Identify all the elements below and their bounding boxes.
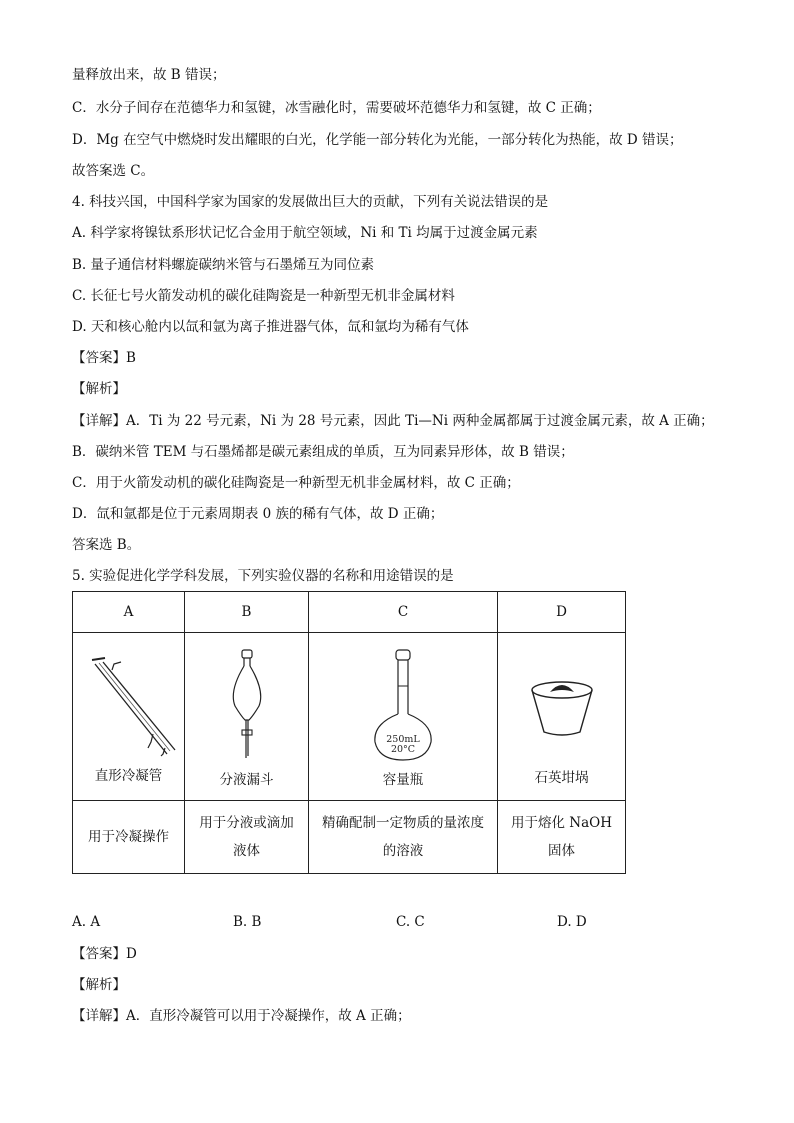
q4-detail-c: C．用于火箭发动机的碳化硅陶瓷是一种新型无机非金属材料，故 C 正确； (72, 475, 520, 491)
q5-option-a: A. A (72, 914, 101, 930)
cell-volumetric-flask (309, 633, 498, 801)
crucible-icon (522, 670, 602, 762)
q5-option-c: C. C (396, 914, 425, 930)
cell-separatory-funnel (185, 633, 309, 801)
q4-detail-a: 【详解】A．Ti 为 22 号元素，Ni 为 28 号元素，因此 Ti—Ni 两种金属都属于过渡金属元素，故 A 正确； (72, 413, 714, 429)
explanation-line-2: C．水分子间存在范德华力和氢键，冰雪融化时，需要破坏范德华力和氢键，故 C 正确； (72, 100, 601, 116)
cell-condenser (73, 633, 185, 801)
explanation-line-1: 量释放出来，故 B 错误； (72, 67, 226, 83)
answer-conclusion: 故答案选 C。 (72, 163, 155, 179)
col-header-a: A (73, 592, 185, 633)
col-header-b: B (185, 592, 309, 633)
q4-analysis-label: 【解析】 (72, 381, 126, 397)
use-c: 精确配制一定物质的量浓度 的溶液 (309, 801, 498, 874)
separatory-funnel-icon (217, 646, 277, 764)
q5-detail-a: 【详解】A．直形冷凝管可以用于冷凝操作，故 A 正确； (72, 1008, 411, 1024)
use-b: 用于分液或滴加 液体 (185, 801, 309, 874)
volumetric-flask-icon (363, 646, 443, 764)
q4-option-c: C. 长征七号火箭发动机的碳化硅陶瓷是一种新型无机非金属材料 (72, 288, 455, 304)
explanation-line-3: D．Mg 在空气中燃烧时发出耀眼的白光，化学能一部分转化为光能，一部分转化为热能，故 D 错误； (72, 132, 683, 148)
q4-option-d: D. 天和核心舱内以氙和氩为离子推进器气体，氙和氩均为稀有气体 (72, 319, 469, 335)
q5-answer: 【答案】D (72, 946, 137, 962)
instrument-table (72, 591, 626, 874)
q5-option-b: B. B (233, 914, 262, 930)
q4-detail-d: D．氙和氩都是位于元素周期表 0 族的稀有气体，故 D 正确； (72, 506, 444, 522)
flask-volume-label: 250mL (386, 733, 420, 745)
q4-conclusion: 答案选 B。 (72, 537, 141, 553)
condenser-icon (79, 650, 179, 760)
q4-option-b: B. 量子通信材料螺旋碳纳米管与石墨烯互为同位素 (72, 257, 375, 273)
col-header-d: D (498, 592, 626, 633)
col-header-c: C (309, 592, 498, 633)
use-a: 用于冷凝操作 (73, 801, 185, 874)
question-5-stem: 5. 实验促进化学学科发展，下列实验仪器的名称和用途错误的是 (72, 568, 454, 584)
q4-answer: 【答案】B (72, 350, 136, 366)
q5-option-d: D. D (557, 914, 587, 930)
q5-analysis-label: 【解析】 (72, 977, 126, 993)
flask-name: 容量瓶 (382, 771, 424, 788)
cell-crucible (498, 633, 626, 801)
flask-temp-label: 20°C (390, 743, 416, 755)
use-d: 用于熔化 NaOH 固体 (498, 801, 626, 874)
condenser-name: 直形冷凝管 (94, 767, 163, 784)
q4-detail-b: B．碳纳米管 TEM 与石墨烯都是碳元素组成的单质，互为同素异形体，故 B 错误； (72, 444, 574, 460)
q4-option-a: A. 科学家将镍钛系形状记忆合金用于航空领域，Ni 和 Ti 均属于过渡金属元素 (72, 225, 538, 241)
crucible-name: 石英坩埚 (534, 769, 589, 786)
question-4-stem: 4. 科技兴国，中国科学家为国家的发展做出巨大的贡献，下列有关说法错误的是 (72, 194, 549, 210)
funnel-name: 分液漏斗 (219, 771, 274, 788)
